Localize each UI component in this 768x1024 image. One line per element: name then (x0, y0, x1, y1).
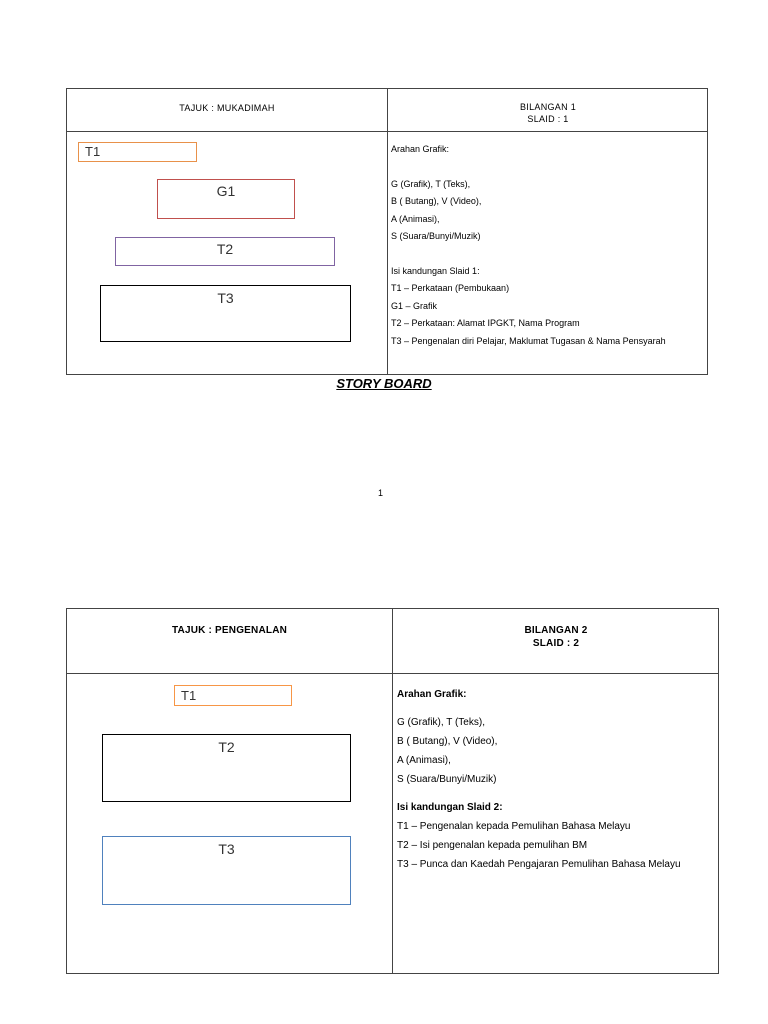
layout-box-label: T2 (216, 241, 234, 257)
layout-box-label: T1 (85, 144, 101, 159)
document-caption: STORY BOARD (336, 376, 432, 391)
legend-line: A (Animasi), (391, 213, 440, 224)
content-item: T1 – Perkataan (Pembukaan) (391, 283, 510, 293)
layout-box-label: T3 (217, 290, 234, 306)
slide-label: SLAID : 2 (532, 638, 580, 649)
storyboard-table-slide-1 (66, 88, 708, 375)
content-item: G1 – Grafik (391, 300, 438, 311)
table-column-divider (392, 609, 393, 973)
legend-line: S (Suara/Bunyi/Muzik) (397, 774, 497, 785)
slide-instructions (391, 141, 666, 350)
instructions-heading: Arahan Grafik: (397, 689, 467, 700)
storyboard-table-slide-2 (66, 608, 719, 974)
slide-title: TAJUK : MUKADIMAH (179, 103, 275, 113)
layout-box-label: T3 (218, 841, 235, 857)
content-item: T2 – Isi pengenalan kepada pemulihan BM (397, 840, 588, 851)
legend-line: B ( Butang), V (Video), (397, 736, 498, 747)
content-item: T3 – Pengenalan diri Pelajar, Maklumat Tugasan & Nama Pensyarah (391, 335, 666, 346)
slide-count-label: BILANGAN 1 (519, 102, 577, 112)
layout-box-label: T2 (218, 739, 235, 755)
content-item: T3 – Punca dan Kaedah Pengajaran Pemulihan Bahasa Melayu (397, 859, 681, 870)
layout-box-g1 (157, 179, 295, 219)
layout-box-t2 (102, 734, 351, 802)
contents-heading: Isi kandungan Slaid 1: (391, 265, 480, 276)
contents-heading: Isi kandungan Slaid 2: (397, 802, 503, 813)
legend-line: B ( Butang), V (Video), (391, 196, 482, 206)
layout-box-label: T1 (181, 688, 197, 703)
slide-count-label: BILANGAN 2 (524, 625, 588, 636)
table-column-divider (387, 89, 388, 374)
slide-title: TAJUK : PENGENALAN (171, 625, 288, 636)
content-item: T1 – Pengenalan kepada Pemulihan Bahasa Melayu (397, 821, 631, 832)
layout-box-t1 (174, 685, 292, 706)
layout-box-t3 (100, 285, 351, 342)
layout-box-t2 (115, 237, 335, 266)
legend-line: G (Grafik), T (Teks), (391, 178, 471, 189)
content-item: T2 – Perkataan: Alamat IPGKT, Nama Program (391, 318, 580, 328)
slide-number-block (393, 624, 719, 650)
blank-line (397, 704, 681, 713)
legend-line: S (Suara/Bunyi/Muzik) (391, 231, 481, 241)
layout-box-label: G1 (216, 183, 236, 199)
legend-line: G (Grafik), T (Teks), (397, 717, 485, 728)
blank-line (391, 246, 666, 263)
page-number: 1 (378, 488, 384, 498)
layout-box-t3 (102, 836, 351, 905)
legend-line: A (Animasi), (397, 755, 451, 766)
slide-number-block (388, 101, 708, 125)
slide-instructions (397, 685, 681, 874)
blank-line (391, 159, 666, 176)
layout-box-t1 (78, 142, 197, 162)
blank-line (397, 789, 681, 798)
instructions-heading: Arahan Grafik: (391, 144, 450, 154)
slide-label: SLAID : 1 (527, 114, 569, 124)
